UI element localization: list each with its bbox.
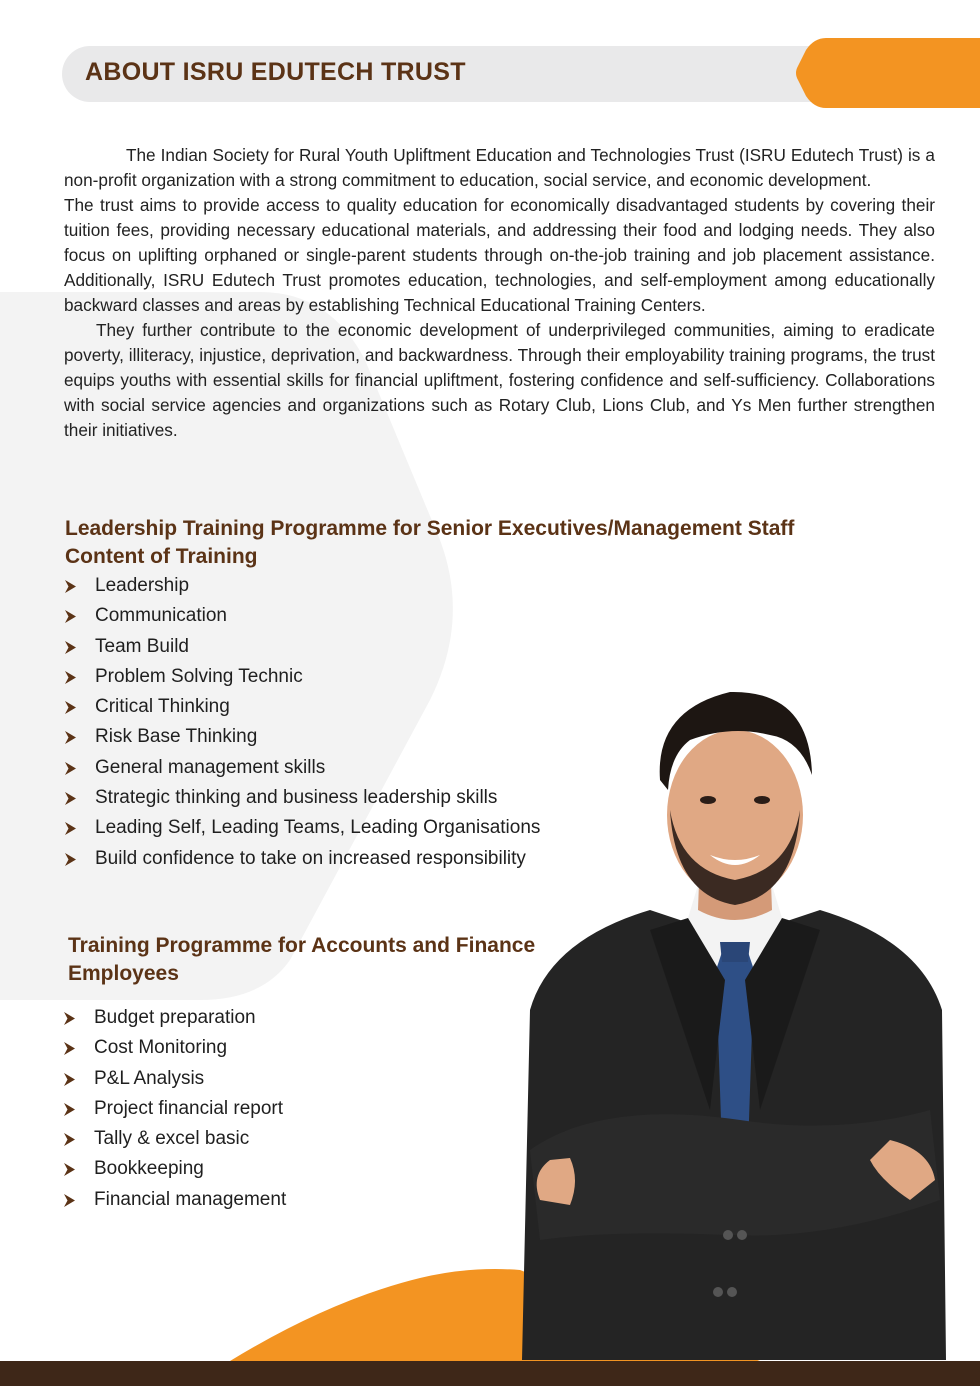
list-item-label: Communication [95,605,227,627]
list-item-label: Project financial report [94,1097,284,1119]
list-item [64,632,540,662]
list-item-label: Build confidence to take on increased responsibility [95,847,526,869]
intro-text [64,143,935,443]
list-item [63,1094,286,1124]
chevron-right-icon [63,1042,75,1055]
leadership-title-line-1: Leadership Training Programme for Senior Executives/Management Staff [65,517,795,540]
chevron-right-icon [64,610,76,623]
list-item [63,1124,286,1154]
list-item [64,753,540,783]
list-item-label: Problem Solving Technic [95,665,303,687]
header-accent-shape [796,38,980,108]
list-item [64,692,540,722]
list-item [64,844,540,874]
chevron-right-icon [63,1194,75,1207]
list-item [63,1033,286,1063]
finance-section-title [68,932,535,988]
chevron-right-icon [63,1103,75,1116]
list-item-label: Team Build [95,635,189,657]
finance-list [63,1003,286,1215]
finance-title-line-1: Training Programme for Accounts and Finance [68,934,536,957]
list-item [63,1003,286,1033]
chevron-right-icon [64,792,76,805]
list-item [64,662,540,692]
chevron-right-icon [63,1012,75,1025]
list-item-label: Financial management [94,1188,287,1210]
list-item-label: Budget preparation [94,1007,256,1028]
list-item-label: Tally & excel basic [94,1128,250,1150]
chevron-right-icon [64,671,76,684]
chevron-right-icon [63,1073,75,1086]
chevron-right-icon [64,731,76,744]
list-item [63,1064,286,1094]
list-item [64,783,540,813]
businessman-photo [510,680,960,1362]
list-item [64,813,540,843]
chevron-right-icon [64,701,76,714]
list-item-label: Critical Thinking [95,696,230,718]
leadership-list [64,571,540,874]
list-item-label: General management skills [95,756,326,778]
footer-bar [0,1361,980,1386]
chevron-right-icon [63,1133,75,1146]
list-item-label: Leading Self, Leading Teams, Leading Organisations [95,817,541,839]
leadership-title-line-2: Content of Training [65,545,258,568]
intro-paragraph-3: They further contribute to the economic development of underprivileged communities, aiming to eradicate poverty, illiteracy, injustice, deprivation, and backwardness. Through their employability training programs, the trust equips youths with essential skills for financial upliftment, fostering confidence and self-sufficiency. Collaborations with social service agencies and organizations such as Rotary Club, Lions Club, and Ys Men further strengthen their initiatives. [64,320,935,440]
list-item-label: Risk Base Thinking [95,726,258,748]
list-item-label: Strategic thinking and business leadership skills [95,787,498,809]
list-item [64,601,540,631]
list-item [63,1154,286,1184]
finance-title-line-2: Employees [68,962,179,985]
page-title: ABOUT ISRU EDUTECH TRUST [85,58,466,86]
list-item-label: Leadership [95,575,190,596]
chevron-right-icon [64,641,76,654]
chevron-right-icon [64,580,76,593]
list-item-label: Cost Monitoring [94,1037,228,1059]
list-item [64,722,540,752]
chevron-right-icon [64,853,76,866]
list-item [64,571,540,601]
intro-paragraph-1: The Indian Society for Rural Youth Upliftment Education and Technologies Trust (ISRU Edutech Trust) is a non-profit organization with a strong commitment to education, social service, and economic development. [64,145,935,190]
list-item-label: P&L Analysis [94,1067,205,1089]
chevron-right-icon [64,822,76,835]
leadership-section-title [65,515,794,571]
chevron-right-icon [64,762,76,775]
list-item [63,1185,286,1215]
list-item-label: Bookkeeping [94,1158,204,1180]
intro-paragraph-2: The trust aims to provide access to quality education for economically disadvantaged students by covering their tuition fees, providing necessary educational materials, and addressing their food and lodging needs. They also focus on uplifting orphaned or single-parent students through on-the-job training and job placement assistance. Additionally, ISRU Edutech Trust promotes education, technologies, and self-employment among educationally backward classes and areas by establishing Technical Educational Training Centers. [64,195,935,315]
chevron-right-icon [63,1163,75,1176]
